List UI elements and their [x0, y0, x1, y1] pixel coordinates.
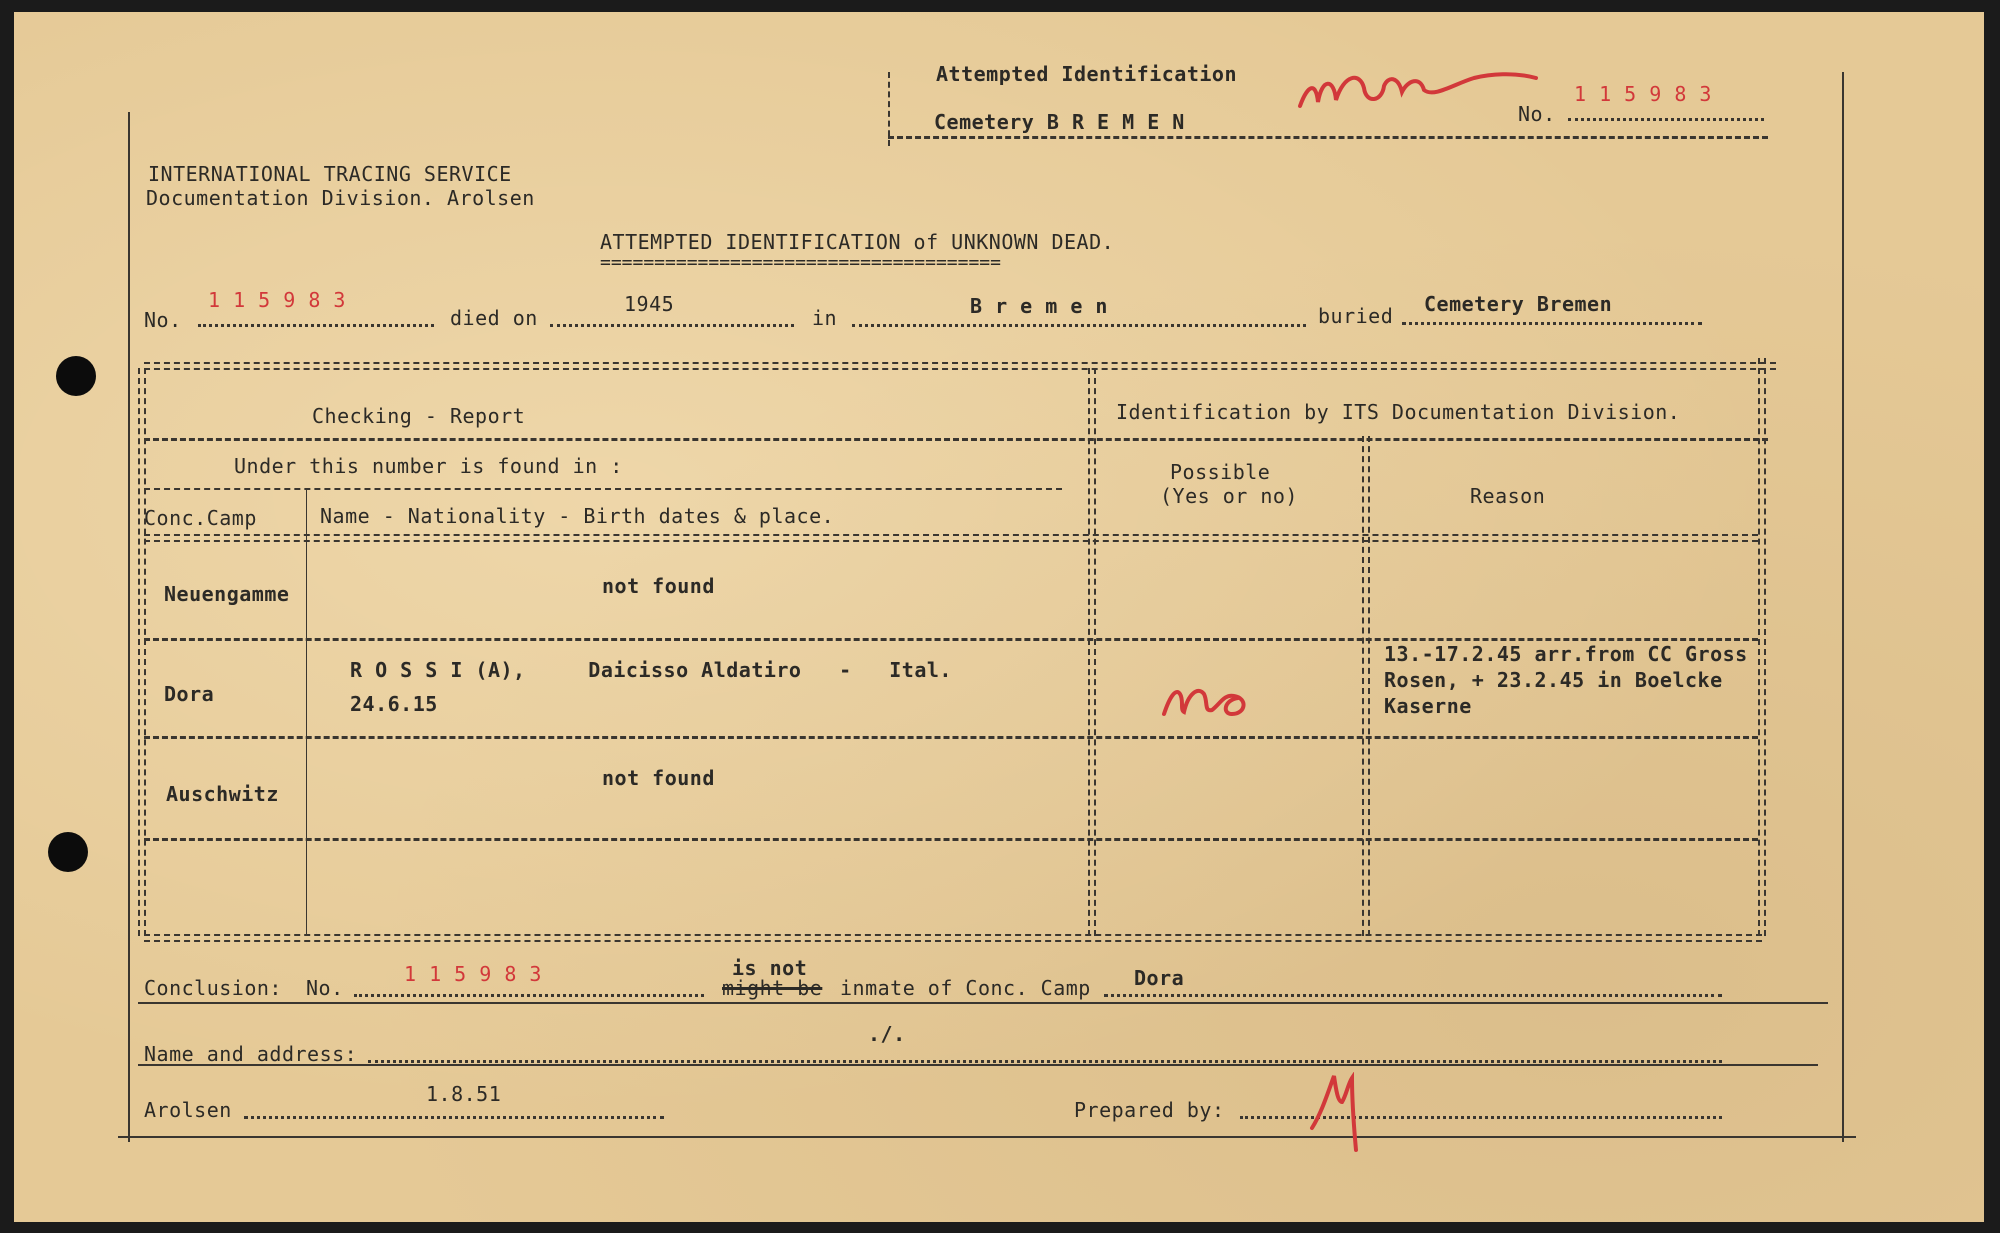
- header-no-value: 1 1 5 9 8 3: [1574, 82, 1712, 106]
- row1-camp: Neuengamme: [164, 582, 290, 606]
- conclusion-inmate-label: inmate of Conc. Camp: [840, 976, 1091, 1000]
- record-no-value: 1 1 5 9 8 3: [208, 288, 346, 312]
- row2-bottom: [144, 736, 1758, 739]
- in-value: B r e m e n: [970, 294, 1108, 318]
- name-address-value: ./.: [868, 1022, 906, 1046]
- conclusion-rule: [138, 1002, 1828, 1004]
- conclusion-camp-dotted: [1104, 994, 1722, 997]
- name-address-rule: [138, 1064, 1818, 1066]
- row2-reason-line3: Kaserne: [1384, 694, 1472, 718]
- row2-reason-line2: Rosen, + 23.2.45 in Boelcke: [1384, 668, 1723, 692]
- row1-bottom: [144, 638, 1758, 641]
- col-possible-subheader: (Yes or no): [1160, 484, 1298, 508]
- row2-reason-line1: 13.-17.2.45 arr.from CC Gross: [1384, 642, 1748, 666]
- punch-hole-bottom: [48, 832, 88, 872]
- header-separator: [144, 438, 1768, 441]
- row2-possible-handwritten: [1158, 674, 1268, 724]
- left-frame-line: [128, 112, 130, 1142]
- header-box-bottom-line: [888, 136, 1768, 139]
- found-in-label: Under this number is found in :: [234, 454, 623, 478]
- handwritten-none-mark: [1294, 54, 1544, 124]
- row3-bottom: [144, 838, 1758, 841]
- title-underline: =====================================: [600, 252, 1001, 273]
- record-no-dotted: [198, 324, 434, 327]
- header-no-dotted-line: [1568, 118, 1764, 121]
- conclusion-is-not: is not: [732, 956, 808, 980]
- document-title: ATTEMPTED IDENTIFICATION of UNKNOWN DEAD.: [600, 230, 1115, 254]
- checking-report-header: Checking - Report: [312, 404, 526, 428]
- table-camp-divider: [306, 490, 307, 936]
- buried-label: buried: [1318, 304, 1394, 328]
- punch-hole-top: [56, 356, 96, 396]
- footer-place: Arolsen: [144, 1098, 232, 1122]
- conclusion-camp-value: Dora: [1134, 966, 1185, 990]
- header-line-2: Cemetery B R E M E N: [934, 110, 1185, 134]
- conclusion-no-label: No.: [306, 976, 344, 1000]
- row2-name-line1: R O S S I (A), Daicisso Aldatiro - Ital.: [350, 658, 952, 682]
- identification-header: Identification by ITS Documentation Division.: [1116, 400, 1681, 424]
- in-label: in: [812, 306, 838, 330]
- record-no-label: No.: [144, 308, 182, 332]
- bottom-frame-line: [118, 1136, 1856, 1138]
- row3-camp: Auschwitz: [166, 782, 279, 806]
- conclusion-label: Conclusion:: [144, 976, 282, 1000]
- org-line-1: INTERNATIONAL TRACING SERVICE: [148, 162, 512, 186]
- conclusion-struck-text: might be: [722, 976, 823, 1000]
- conclusion-no-dotted: [354, 994, 704, 997]
- table-left-border: [138, 368, 146, 936]
- col-camp-header: Conc.Camp: [144, 506, 257, 530]
- table-possible-divider: [1362, 436, 1370, 936]
- column-header-bottom: [144, 534, 1758, 542]
- col-reason-header: Reason: [1470, 484, 1546, 508]
- name-address-dotted: [368, 1060, 1722, 1063]
- row2-name-line2: 24.6.15: [350, 692, 438, 716]
- col-name-header: Name - Nationality - Birth dates & place.: [320, 504, 835, 528]
- buried-dotted: [1402, 322, 1702, 325]
- prepared-by-initial-mark: [1308, 1072, 1368, 1152]
- row1-name-line1: not found: [602, 574, 715, 598]
- row2-camp: Dora: [164, 682, 215, 706]
- died-on-label: died on: [450, 306, 538, 330]
- died-on-value: 1945: [624, 292, 675, 316]
- table-right-border: [1758, 358, 1766, 936]
- table-mid-divider: [1088, 368, 1096, 936]
- table-bottom-border: [144, 934, 1762, 942]
- buried-value: Cemetery Bremen: [1424, 292, 1613, 316]
- row3-name-line1: not found: [602, 766, 715, 790]
- index-card: [14, 12, 1984, 1222]
- header-line-1: Attempted Identification: [936, 62, 1237, 86]
- in-dotted: [852, 324, 1306, 327]
- footer-date: 1.8.51: [426, 1082, 502, 1106]
- footer-date-dotted: [244, 1116, 664, 1119]
- table-top-border: [144, 362, 1776, 370]
- died-on-dotted: [550, 324, 794, 327]
- org-line-2: Documentation Division. Arolsen: [146, 186, 535, 210]
- found-in-underline: [144, 488, 1062, 490]
- header-box-left-line: [888, 72, 890, 146]
- prepared-by-label: Prepared by:: [1074, 1098, 1225, 1122]
- col-possible-header: Possible: [1170, 460, 1271, 484]
- conclusion-no-value: 1 1 5 9 8 3: [404, 962, 542, 986]
- name-address-label: Name and address:: [144, 1042, 358, 1066]
- right-frame-line: [1842, 72, 1844, 1142]
- header-no-label: No.: [1518, 102, 1556, 126]
